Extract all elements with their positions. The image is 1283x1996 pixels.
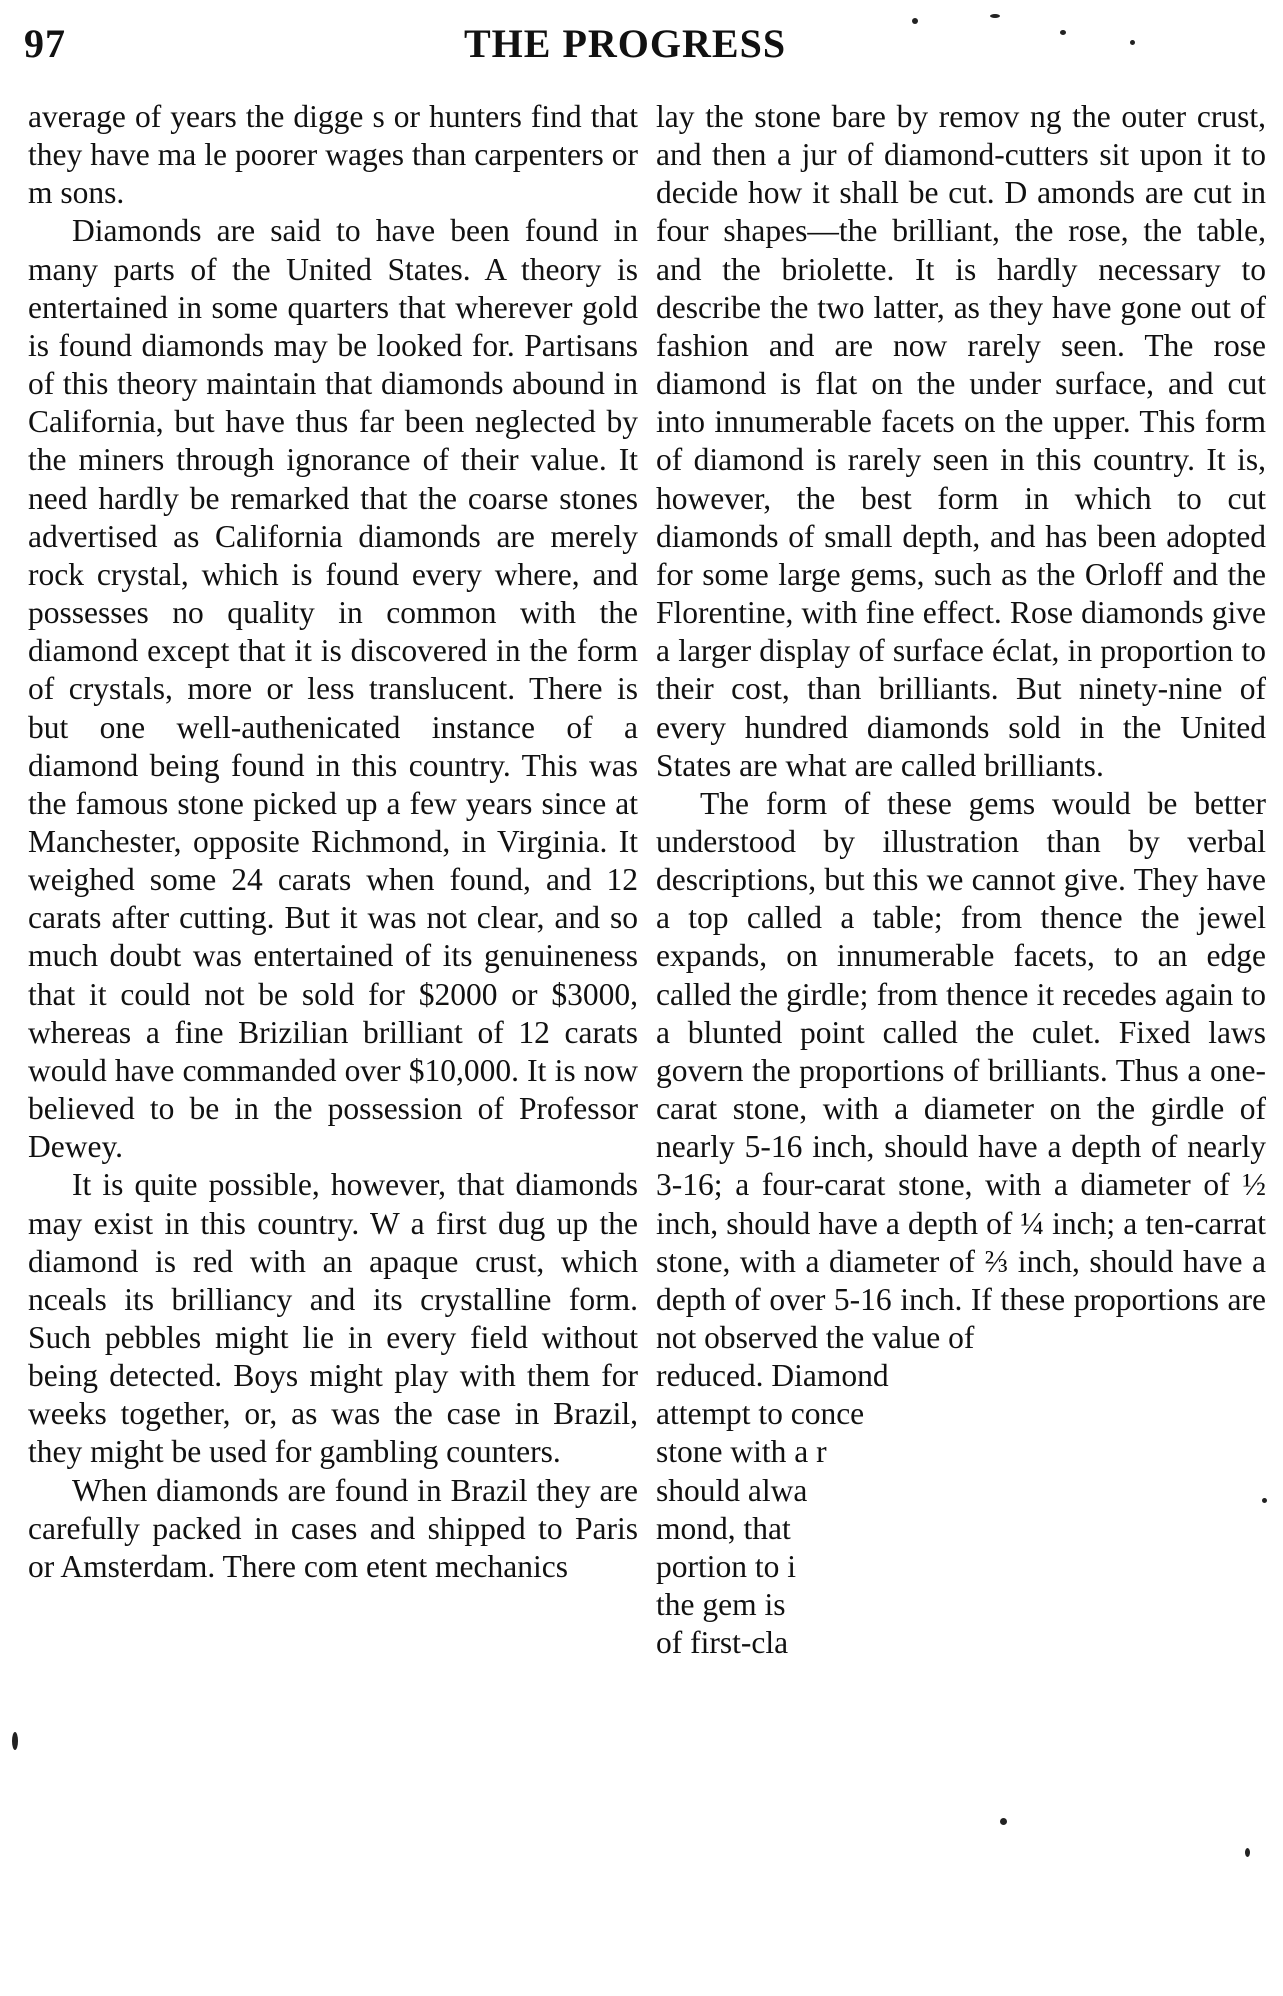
print-speck: [12, 1732, 18, 1750]
print-speck: [1130, 40, 1135, 45]
truncated-line: mond, that: [656, 1510, 791, 1546]
paragraph: When diamonds are found in Brazil they are carefully packed in cases and shipped to Paris or Amsterdam. There com etent mechanics: [28, 1472, 638, 1584]
truncated-line: the gem is: [656, 1587, 786, 1623]
paragraph: lay the stone bare by remov ng the outer crust, and then a jur of diamond-cutters sit upon it to decide how it shall be cut. D amonds are cut in four shapes—the brilliant, the rose, the table, and the briolette. It is hardly necessary to describe the two latter, as they have gone out of fashion and are now rarely seen. The rose diamond is flat on the under surface, and cut into innumerable facets on the upper. This form of diamond is rarely seen in this country. It is, however, the best form in which to cut diamonds of small depth, and has been adopted for some large gems, such as the Orloff and the Florentine, with fine effect. Rose diamonds give a larger display of surface éclat, in proportion to their cost, than brilliants. But ninety-nine of every hundred diamonds sold in the United States are what are called brilliants.: [656, 99, 1266, 783]
right-text-column: [656, 98, 1266, 1662]
running-title: THE PROGRESS: [464, 21, 787, 66]
page-number: 97: [24, 21, 66, 66]
paragraph: Diamonds are said to have been found in many parts of the United States. A theory is entertained in some quarters that wherever gold is found diamonds may be looked for. Partisans of this theory maintain that diamonds abound in California, but have thus far been neglected by the miners through ignorance of their value. It need hardly be remarked that the coarse stones advertised as California diamonds are merely rock crystal, which is found every where, and possesses no quality in common with the diamond except that it is discovered in the form of crystals, more or less translucent. There is but one well-authenicated instance of a diamond being found in this country. This was the famous stone picked up a few years since at Manchester, opposite Richmond, in Virginia. It weighed some 24 carats when found, and 12 carats after cutting. But it was not clear, and so much doubt was entertained of its genuineness that it could not be sold for $2000 or $3000, whereas a fine Brizilian brilliant of 12 carats would have commanded over $10,000. It is now believed to be in the possession of Professor Dewey.: [28, 213, 638, 1165]
print-speck: [912, 18, 918, 24]
paragraph: average of years the digge s or hunters find that they have ma le poorer wages than carpenters or m sons.: [28, 99, 638, 211]
truncated-line: reduced. Diamond: [656, 1358, 889, 1394]
print-speck: [990, 14, 1000, 18]
paragraph: The form of these gems would be better understood by illustration than by verbal descriptions, but this we cannot give. They have a top called a table; from thence the jewel expands, on innumerable facets, to an edge called the girdle; from thence it recedes again to a blunted point called the culet. Fixed laws govern the proportions of brilliants. Thus a one-carat stone, with a diameter on the girdle of nearly 5-16 inch, should have a depth of nearly 3-16; a four-carat stone, with a diameter of ½ inch, should have a depth of ¼ inch; a ten-carrat stone, with a diameter of ⅔ inch, should have a depth of over 5-16 inch. If these proportions are not observed the value of: [656, 785, 1266, 1355]
truncated-line: of first-cla: [656, 1625, 789, 1661]
truncated-line: attempt to conce: [656, 1396, 865, 1432]
truncated-line: stone with a r: [656, 1434, 827, 1470]
left-text-column: [28, 98, 638, 1586]
truncated-line: should alwa: [656, 1472, 808, 1508]
print-speck: [1262, 1498, 1267, 1503]
print-speck: [1060, 30, 1066, 35]
page-header: [24, 14, 1224, 74]
print-speck: [1000, 1818, 1007, 1825]
truncated-line: portion to i: [656, 1548, 796, 1584]
paragraph: It is quite possible, however, that diamonds may exist in this country. W a first dug up the diamond is red with an apaque crust, which nceals its brilliancy and its crystalline form. Such pebbles might lie in every field without being detected. Boys might play with them for weeks together, or, as was the case in Brazil, they might be used for gambling counters.: [28, 1167, 638, 1470]
print-speck: [1245, 1848, 1250, 1857]
